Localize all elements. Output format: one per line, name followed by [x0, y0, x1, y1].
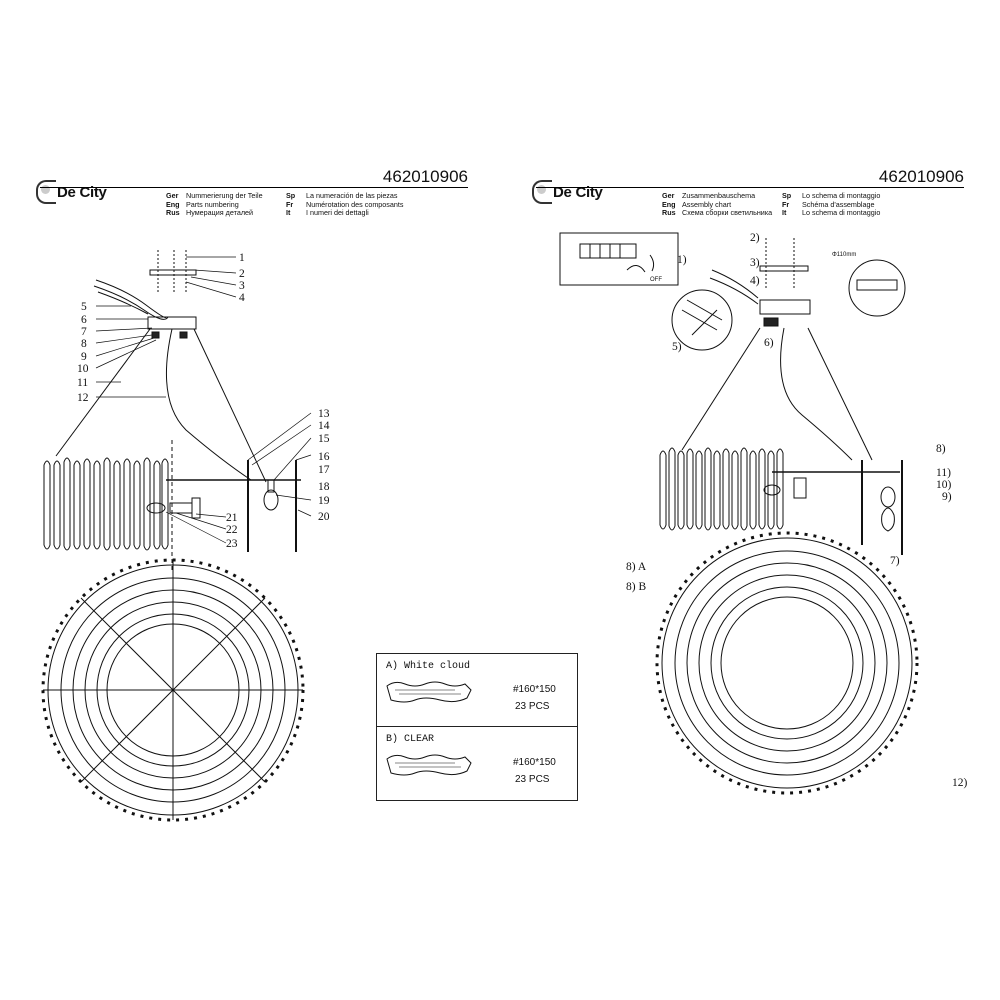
callout-18: 18 [318, 481, 330, 493]
ceiling-plate [150, 270, 196, 275]
heading-it: It I numeri dei dettagli [286, 208, 369, 218]
power-cord [166, 329, 251, 480]
step-3: 3) [750, 257, 760, 269]
heading-ger: Ger Zusammenbauschema [662, 191, 756, 200]
step-9: 9) [942, 491, 952, 503]
callout-2: 2 [239, 268, 245, 280]
crystal-a-illustration [385, 678, 475, 708]
heading-sp: Sp Lo schema di montaggio [782, 191, 881, 200]
step-1: 1) [677, 254, 687, 266]
heading-eng: Eng Assembly chart [662, 199, 732, 209]
step-8a: 8) A [626, 561, 647, 573]
ring-top-view [43, 560, 303, 820]
crystal-b-qty: 23 PCS [515, 774, 550, 785]
document-number: 462010906 [382, 167, 468, 186]
crystal-a-size: #160*150 [513, 684, 556, 695]
canopy [148, 317, 196, 329]
callout-4: 4 [239, 292, 245, 304]
suspension-cable-left [56, 329, 150, 456]
crystal-b-label: B) CLEAR [386, 734, 435, 745]
callout-20: 20 [318, 511, 330, 523]
heading-fr: Fr Schéma d'assemblage [782, 199, 875, 209]
callout-8: 8 [81, 338, 87, 350]
heading-rus: Rus Схема сборки светильника [662, 208, 773, 218]
callout-23: 23 [226, 538, 238, 550]
callout-7: 7 [81, 326, 87, 338]
crystal-a-label: A) White cloud [386, 661, 471, 672]
step-8b: 8) B [626, 581, 647, 593]
step-2: 2) [750, 232, 760, 244]
callout-12: 12 [77, 392, 89, 404]
ring-top-view-right [657, 533, 917, 793]
lamp-socket [170, 503, 192, 513]
document-number-right: 462010906 [878, 167, 964, 186]
parts-numbering-sheet [36, 160, 556, 800]
callout-6: 6 [81, 314, 87, 326]
callout-17: 17 [318, 464, 330, 476]
heading-ger: Ger Nummerierung der Teile [166, 191, 263, 200]
step-10: 10) [936, 479, 952, 491]
step-12: 12) [952, 777, 968, 789]
heading-fr: Fr Numérotation des composants [286, 199, 404, 209]
callout-15: 15 [318, 433, 330, 445]
candle-bulb-step7 [882, 508, 895, 531]
heading-rus: Rus Нумерация деталей [166, 208, 254, 218]
crystal-side-view [44, 458, 168, 550]
callout-14: 14 [318, 420, 330, 432]
step-4: 4) [750, 275, 760, 287]
heading-eng: Eng Parts numbering [166, 199, 239, 209]
callout-3: 3 [239, 280, 245, 292]
crystal-a-qty: 23 PCS [515, 701, 550, 712]
step-8: 8) [936, 443, 946, 455]
brand-name-right: De City [553, 183, 603, 201]
suspension-cable-right [194, 329, 266, 482]
callout-9: 9 [81, 351, 87, 363]
callout-5: 5 [81, 301, 87, 313]
brand-name: De City [57, 183, 107, 201]
crystal-b-illustration [385, 751, 475, 781]
callout-16: 16 [318, 451, 330, 463]
step-5: 5) [672, 341, 682, 353]
step-7: 7) [890, 555, 900, 567]
callout-13: 13 [318, 408, 330, 420]
callout-19: 19 [318, 495, 330, 507]
heading-it: It Lo schema di montaggio [782, 208, 881, 218]
assembly-drawing [532, 160, 968, 800]
crystal-b-size: #160*150 [513, 757, 556, 768]
switch-off-label: OFF [650, 277, 662, 283]
assembly-chart-sheet [532, 160, 968, 800]
callout-21: 21 [226, 512, 238, 524]
callout-10: 10 [77, 363, 89, 375]
step-6: 6) [764, 337, 774, 349]
heading-sp: Sp La numeración de las piezas [286, 191, 398, 200]
callout-1: 1 [239, 252, 245, 264]
callout-22: 22 [226, 524, 238, 536]
step-11: 11) [936, 467, 951, 479]
globe-bulb [264, 490, 278, 510]
callout-11: 11 [77, 377, 89, 389]
bracket-dimension: Φ110mm [832, 252, 857, 258]
